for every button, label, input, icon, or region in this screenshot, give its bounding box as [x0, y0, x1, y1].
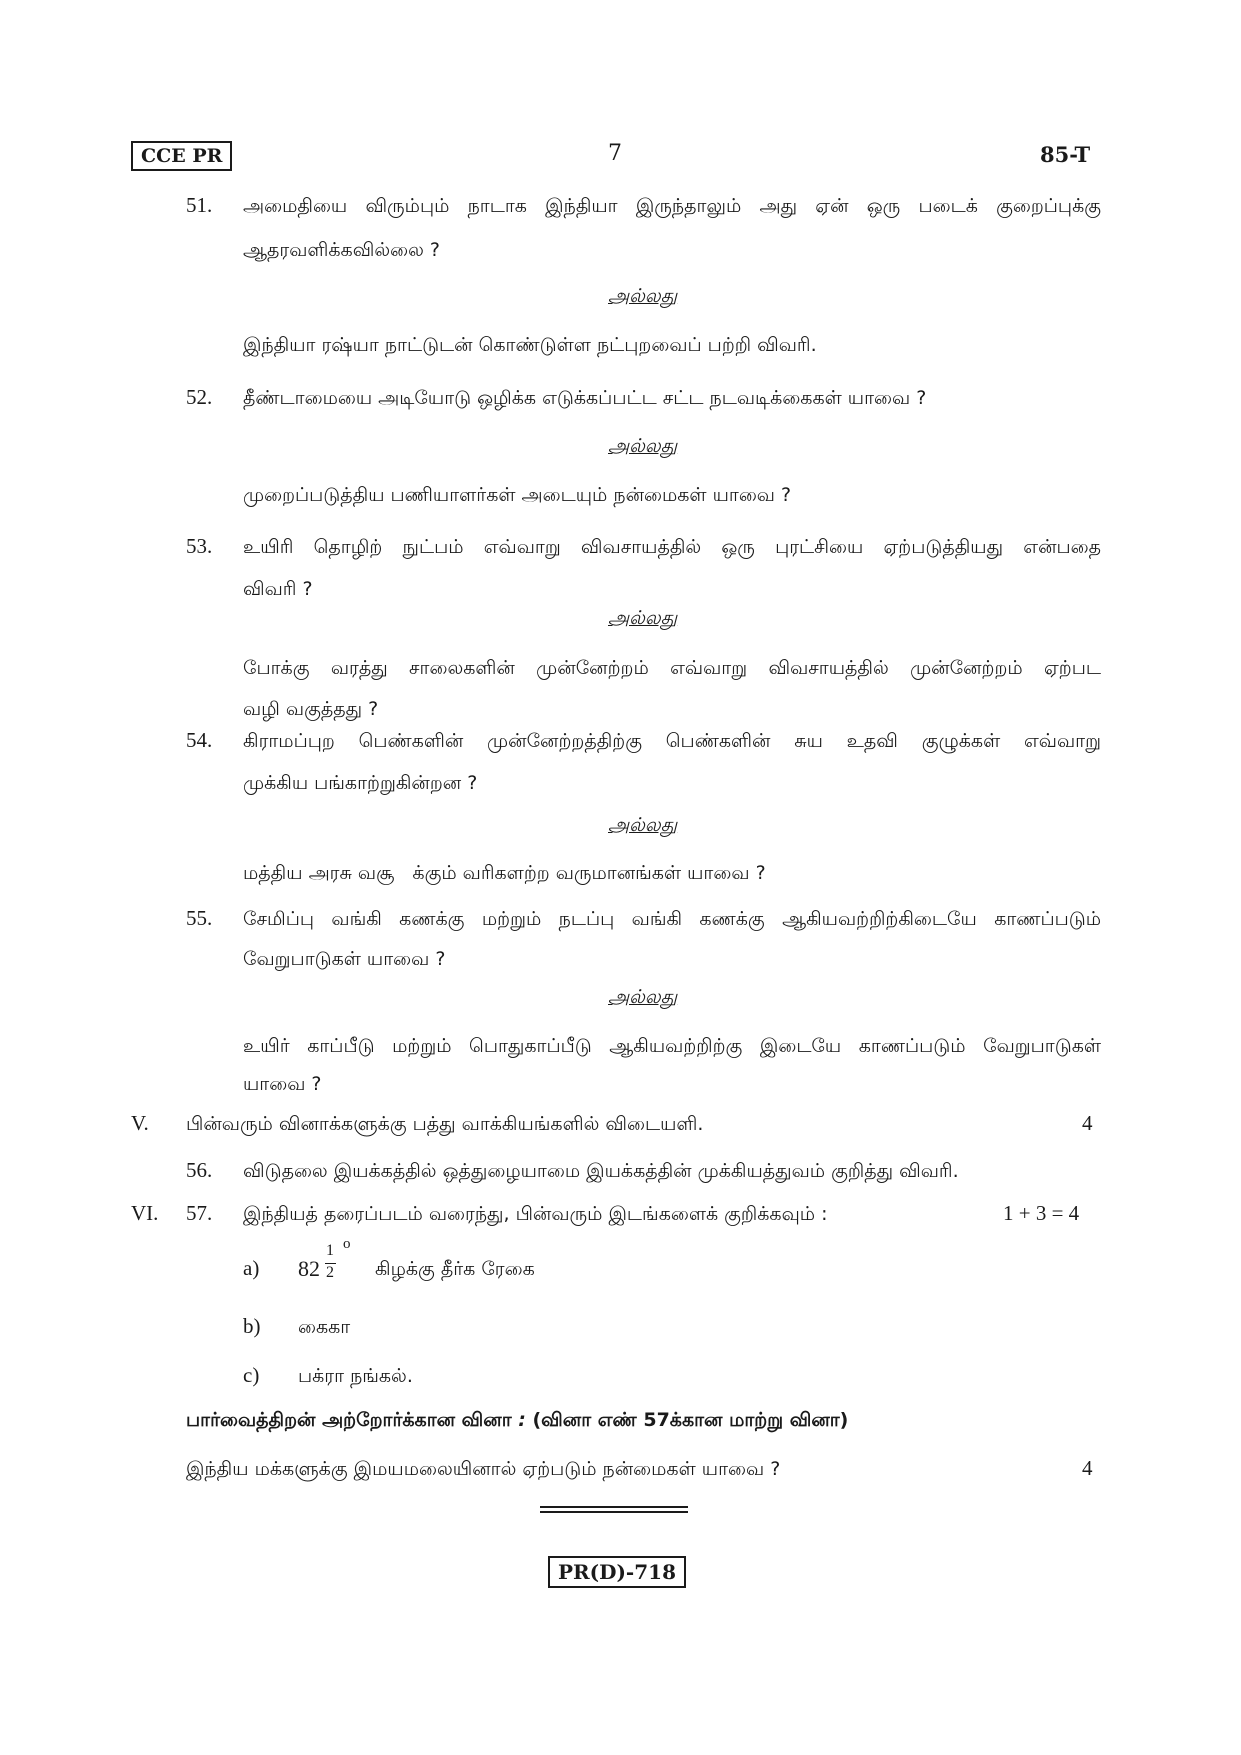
- longitude-value: [298, 1236, 368, 1300]
- option-c-text: பக்ரா நங்கல்.: [298, 1365, 413, 1387]
- option-b-label: b): [243, 1314, 261, 1338]
- question-55-alternative-line2: யாவை ?: [243, 1073, 322, 1095]
- question-55-line2: வேறுபாடுகள் யாவை ?: [243, 948, 446, 970]
- question-55-alternative-line1: உயிர் காப்பீடு மற்றும் பொதுகாப்பீடு ஆகியவற்றிற்கு இடையே காணப்படும் வேறுபாடுகள்: [243, 1035, 1101, 1057]
- option-a-label: a): [243, 1256, 260, 1280]
- question-57-marks: 1 + 3 = 4: [1003, 1201, 1080, 1225]
- option-a-text: கிழக்கு தீர்க ரேகை: [375, 1258, 535, 1280]
- longitude-denominator: 2: [326, 1264, 334, 1281]
- heading-colon: :: [511, 1409, 533, 1431]
- question-51-line1: அமைதியை விரும்பும் நாடாக இந்தியா இருந்தாலும் அது ஏன் ஒரு படைக் குறைப்புக்கு: [243, 195, 1101, 217]
- heading-tamil: பார்வைத்திறன் அற்றோர்க்கான வினா: [186, 1409, 512, 1431]
- question-number: 53.: [186, 534, 213, 558]
- option-b-text: கைகா: [298, 1316, 351, 1338]
- question-52-alternative: முறைப்படுத்திய பணியாளர்கள் அடையும் நன்மைகள் யாவை ?: [243, 484, 792, 506]
- heading-paren: (வினா எண் 57க்கான மாற்று வினா): [532, 1409, 849, 1431]
- or-label: அல்லது: [608, 285, 678, 307]
- section-v-numeral: V.: [131, 1111, 149, 1135]
- divider-line: [540, 1511, 688, 1513]
- question-number: 56.: [186, 1158, 213, 1182]
- question-number: 55.: [186, 906, 213, 930]
- question-54-alternative: மத்திய அரசு வசூ க்கும் வரிகளற்ற வருமானங்கள் யாவை ?: [243, 862, 766, 884]
- subject-code: 85-T: [1040, 142, 1091, 167]
- alternative-question-marks: 4: [1082, 1456, 1093, 1480]
- section-vi-numeral: VI.: [131, 1201, 159, 1225]
- section-v-marks: 4: [1082, 1111, 1093, 1135]
- question-52-line1: தீண்டாமையை அடியோடு ஒழிக்க எடுக்கப்பட்ட சட்ட நடவடிக்கைகள் யாவை ?: [243, 387, 927, 409]
- alternative-question: இந்திய மக்களுக்கு இமயமலையினால் ஏற்படும் நன்மைகள் யாவை ?: [186, 1458, 781, 1480]
- question-51-alternative: இந்தியா ரஷ்யா நாட்டுடன் கொண்டுள்ள நட்புறவைப் பற்றி விவரி.: [243, 334, 817, 356]
- question-53-line2: விவரி ?: [243, 578, 313, 600]
- or-label: அல்லது: [608, 814, 678, 836]
- question-54-line1: கிராமப்புற பெண்களின் முன்னேற்றத்திற்கு பெண்களின் சுய உதவி குழுக்கள் எவ்வாறு: [243, 730, 1101, 752]
- divider-line: [540, 1506, 688, 1508]
- or-label: அல்லது: [608, 435, 678, 457]
- or-label: அல்லது: [608, 607, 678, 629]
- question-number: 54.: [186, 728, 213, 752]
- visually-impaired-heading: [186, 1402, 848, 1439]
- option-c-label: c): [243, 1363, 260, 1387]
- question-53-alternative-line1: போக்கு வரத்து சாலைகளின் முன்னேற்றம் எவ்வாறு விவசாயத்தில் முன்னேற்றம் ஏற்பட: [243, 657, 1101, 679]
- longitude-numerator: 1: [326, 1242, 334, 1259]
- question-number: 51.: [186, 193, 213, 217]
- longitude-whole: 82: [298, 1256, 320, 1281]
- question-number: 57.: [186, 1201, 213, 1225]
- question-54-line2: முக்கிய பங்காற்றுகின்றன ?: [243, 772, 478, 794]
- question-57: இந்தியத் தரைப்படம் வரைந்து, பின்வரும் இடங்களைக் குறிக்கவும் :: [243, 1203, 828, 1225]
- question-51-line2: ஆதரவளிக்கவில்லை ?: [243, 239, 440, 261]
- footer-code-box: PR(D)-718: [548, 1556, 686, 1588]
- section-v-instruction: பின்வரும் வினாக்களுக்கு பத்து வாக்கியங்களில் விடையளி.: [186, 1113, 704, 1135]
- degree-sign: o: [343, 1236, 351, 1252]
- page-number: 7: [608, 141, 622, 166]
- or-label: அல்லது: [608, 986, 678, 1008]
- question-53-alternative-line2: வழி வகுத்தது ?: [243, 698, 379, 720]
- question-53-line1: உயிரி தொழிற் நுட்பம் எவ்வாறு விவசாயத்தில் ஒரு புரட்சியை ஏற்படுத்தியது என்பதை: [243, 536, 1101, 558]
- question-number: 52.: [186, 385, 213, 409]
- paper-code-box: CCE PR: [131, 141, 232, 171]
- question-56: விடுதலை இயக்கத்தில் ஒத்துழையாமை இயக்கத்தின் முக்கியத்துவம் குறித்து விவரி.: [243, 1160, 959, 1182]
- question-55-line1: சேமிப்பு வங்கி கணக்கு மற்றும் நடப்பு வங்கி கணக்கு ஆகியவற்றிற்கிடையே காணப்படும்: [243, 908, 1101, 930]
